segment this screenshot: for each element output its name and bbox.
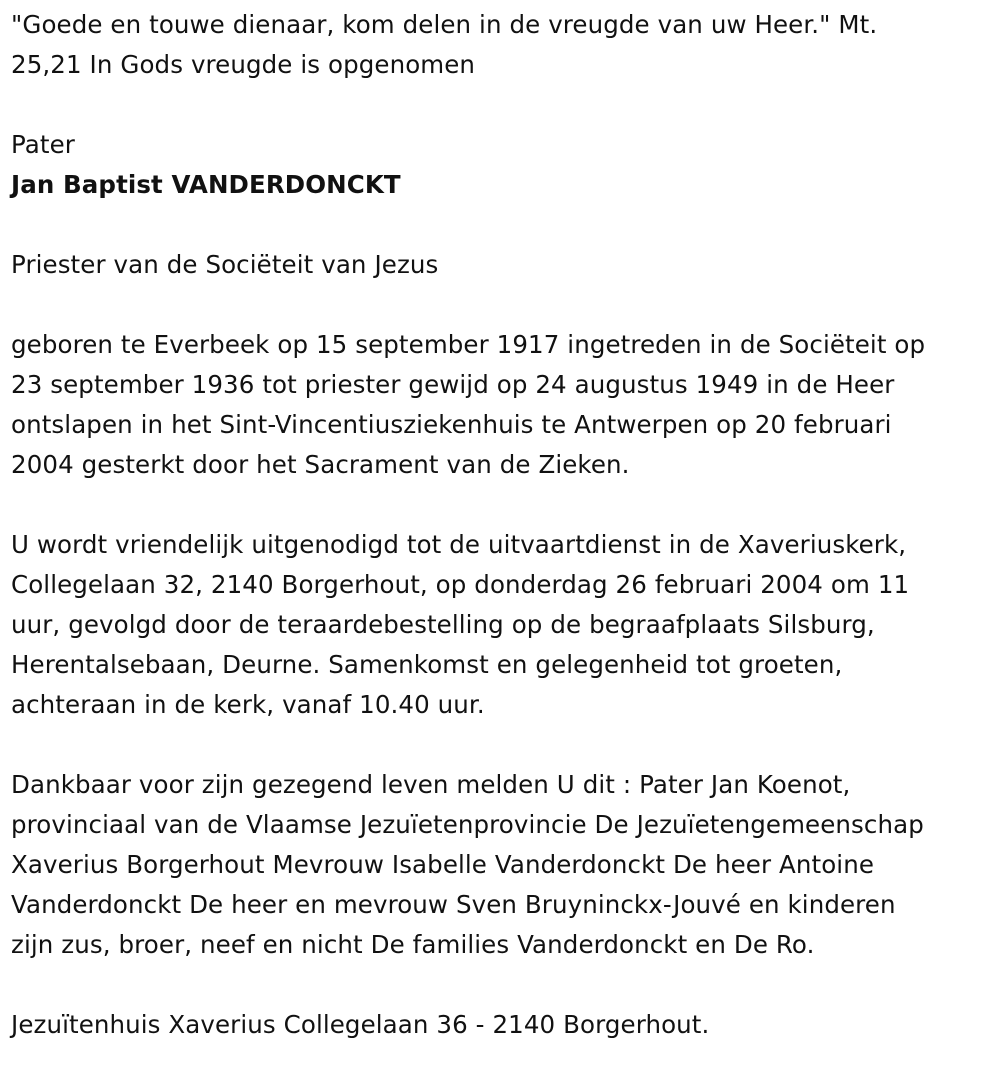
deceased-heading xyxy=(11,125,996,205)
invitation-line: achteraan in de kerk, vanaf 10.40 uur. xyxy=(11,690,485,719)
biography-line: 23 september 1936 tot priester gewijd op 24 augustus 1949 in de Heer xyxy=(11,370,895,399)
announcers-line: Dankbaar voor zijn gezegend leven melden U dit : Pater Jan Koenot, xyxy=(11,770,851,799)
biography-line: ontslapen in het Sint-Vincentiusziekenhuis te Antwerpen op 20 februari xyxy=(11,410,892,439)
role-text: Priester van de Sociëteit van Jezus xyxy=(11,250,439,279)
invitation-line: Collegelaan 32, 2140 Borgerhout, op donderdag 26 februari 2004 om 11 xyxy=(11,570,910,599)
bible-quote xyxy=(11,5,996,85)
invitation-line: U wordt vriendelijk uitgenodigd tot de uitvaartdienst in de Xaveriuskerk, xyxy=(11,530,907,559)
announcers-paragraph xyxy=(11,765,996,965)
biography-paragraph xyxy=(11,325,996,485)
biography-line: 2004 gesterkt door het Sacrament van de Zieken. xyxy=(11,450,630,479)
biography-line: geboren te Everbeek op 15 september 1917 ingetreden in de Sociëteit op xyxy=(11,330,926,359)
quote-line: 25,21 In Gods vreugde is opgenomen xyxy=(11,50,476,79)
quote-line: "Goede en touwe dienaar, kom delen in de vreugde van uw Heer." Mt. xyxy=(11,10,878,39)
death-notice xyxy=(11,5,996,1045)
deceased-role xyxy=(11,245,996,285)
announcers-line: Xaverius Borgerhout Mevrouw Isabelle Vanderdonckt De heer Antoine xyxy=(11,850,875,879)
announcers-line: Vanderdonckt De heer en mevrouw Sven Bruyninckx-Jouvé en kinderen xyxy=(11,890,896,919)
address-text: Jezuïtenhuis Xaverius Collegelaan 36 - 2140 Borgerhout. xyxy=(11,1010,710,1039)
announcers-line: zijn zus, broer, neef en nicht De families Vanderdonckt en De Ro. xyxy=(11,930,815,959)
address-paragraph xyxy=(11,1005,996,1045)
deceased-name: Jan Baptist VANDERDONCKT xyxy=(11,170,401,199)
funeral-invitation-paragraph xyxy=(11,525,996,725)
invitation-line: uur, gevolgd door de teraardebestelling op de begraafplaats Silsburg, xyxy=(11,610,875,639)
invitation-line: Herentalsebaan, Deurne. Samenkomst en gelegenheid tot groeten, xyxy=(11,650,843,679)
deceased-title: Pater xyxy=(11,130,75,159)
announcers-line: provinciaal van de Vlaamse Jezuïetenprovincie De Jezuïetengemeenschap xyxy=(11,810,924,839)
